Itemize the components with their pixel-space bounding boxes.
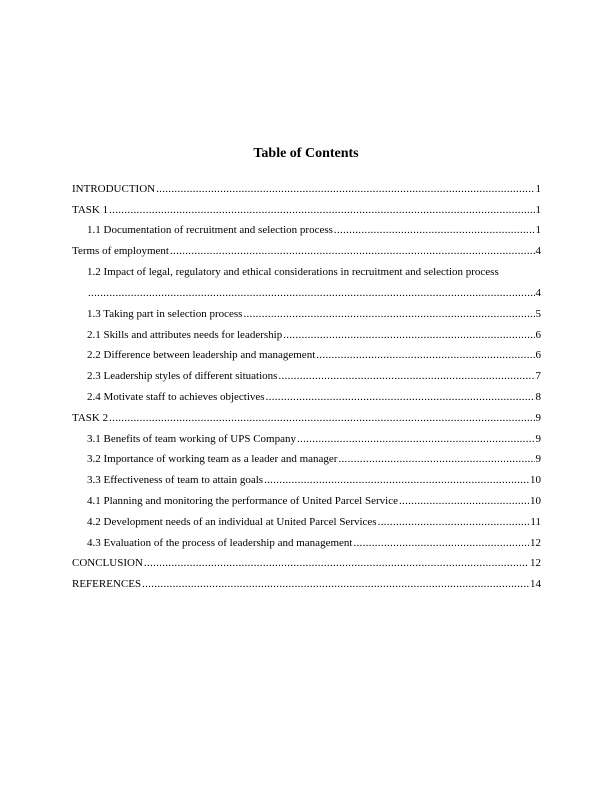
toc-entry-task-2[interactable] — [72, 404, 541, 425]
toc-entry-label: 1.1 Documentation of recruitment and selection process — [87, 224, 333, 237]
toc-entry-4-3[interactable] — [72, 529, 541, 550]
dot-leader — [170, 245, 535, 258]
toc-entry-3-1[interactable] — [72, 425, 541, 446]
toc-entry-3-3[interactable] — [72, 466, 541, 487]
dot-leader — [88, 287, 535, 300]
toc-entry-page: 12 — [530, 536, 541, 549]
table-of-contents — [72, 175, 541, 591]
toc-entry-page: 4 — [535, 245, 541, 258]
dot-leader — [142, 578, 529, 591]
toc-entry-label: REFERENCES — [72, 578, 142, 591]
toc-entry-page: 9 — [535, 453, 541, 466]
toc-entry-label: CONCLUSION — [72, 557, 143, 570]
toc-entry-label: Terms of employment — [72, 245, 169, 258]
toc-entry-label: 2.3 Leadership styles of different situations — [87, 370, 278, 383]
toc-entry-label: 3.1 Benefits of team working of UPS Company — [87, 432, 296, 445]
toc-entry-4-1[interactable] — [72, 487, 541, 508]
dot-leader — [353, 537, 529, 550]
toc-entry-2-2[interactable] — [72, 342, 541, 363]
toc-entry-terms-of-employment[interactable] — [72, 237, 541, 258]
toc-entry-page: 5 — [535, 307, 541, 320]
toc-entry-label: 2.1 Skills and attributes needs for leadership — [87, 328, 283, 341]
toc-entry-conclusion[interactable] — [72, 550, 541, 571]
toc-entry-3-2[interactable] — [72, 446, 541, 467]
toc-entry-page: 11 — [530, 515, 541, 528]
dot-leader — [109, 204, 534, 217]
toc-entry-label: 4.1 Planning and monitoring the performance of United Parcel Service — [87, 494, 398, 507]
toc-entry-page: 6 — [535, 328, 541, 341]
toc-entry-label: 2.4 Motivate staff to achieves objectives — [87, 390, 265, 403]
toc-entry-page: 10 — [530, 494, 541, 507]
toc-entry-page: 9 — [535, 432, 541, 445]
dot-leader — [266, 391, 535, 404]
dot-leader — [378, 516, 530, 529]
toc-entry-label: 1.3 Taking part in selection process — [87, 307, 243, 320]
toc-entry-2-4[interactable] — [72, 383, 541, 404]
toc-entry-page: 12 — [530, 557, 541, 570]
toc-entry-label: TASK 1 — [72, 203, 109, 216]
toc-entry-page: 8 — [535, 390, 541, 403]
dot-leader — [338, 453, 534, 466]
dot-leader — [399, 495, 529, 508]
toc-entry-1-2[interactable] — [72, 266, 541, 300]
toc-entry-references[interactable] — [72, 570, 541, 591]
toc-entry-label: INTRODUCTION — [72, 182, 156, 195]
toc-entry-page: 10 — [530, 474, 541, 487]
toc-entry-label: 2.2 Difference between leadership and management — [87, 349, 316, 362]
toc-entry-task-1[interactable] — [72, 196, 541, 217]
toc-entry-label: TASK 2 — [72, 411, 109, 424]
dot-leader — [278, 370, 534, 383]
toc-entry-introduction[interactable] — [72, 175, 541, 196]
dot-leader — [264, 474, 529, 487]
toc-entry-page: 4 — [535, 286, 541, 299]
toc-title: Table of Contents — [253, 146, 359, 161]
toc-entry-page: 6 — [535, 349, 541, 362]
dot-leader — [334, 224, 535, 237]
toc-entry-4-2[interactable] — [72, 508, 541, 529]
dot-leader — [109, 412, 534, 425]
toc-entry-2-3[interactable] — [72, 362, 541, 383]
toc-entry-page: 14 — [530, 578, 541, 591]
toc-entry-page: 1 — [535, 224, 541, 237]
toc-entry-page: 1 — [535, 203, 541, 216]
toc-entry-1-3[interactable] — [72, 300, 541, 321]
dot-leader — [156, 183, 534, 196]
toc-entry-1-1[interactable] — [72, 217, 541, 238]
toc-entry-2-1[interactable] — [72, 321, 541, 342]
toc-entry-label: 4.3 Evaluation of the process of leadership and management — [87, 536, 353, 549]
toc-entry-label: 4.2 Development needs of an individual at United Parcel Services — [87, 515, 377, 528]
toc-entry-page: 7 — [535, 370, 541, 383]
toc-entry-label: 1.2 Impact of legal, regulatory and ethical considerations in recruitment and selection process — [87, 266, 499, 279]
dot-leader — [297, 433, 535, 446]
toc-entry-label: 3.3 Effectiveness of team to attain goals — [87, 474, 264, 487]
toc-entry-label: 3.2 Importance of working team as a leader and manager — [87, 453, 338, 466]
toc-entry-page: 9 — [535, 411, 541, 424]
dot-leader — [316, 349, 534, 362]
dot-leader — [283, 329, 534, 342]
dot-leader — [243, 308, 534, 321]
toc-entry-page: 1 — [535, 182, 541, 195]
dot-leader — [144, 557, 529, 570]
